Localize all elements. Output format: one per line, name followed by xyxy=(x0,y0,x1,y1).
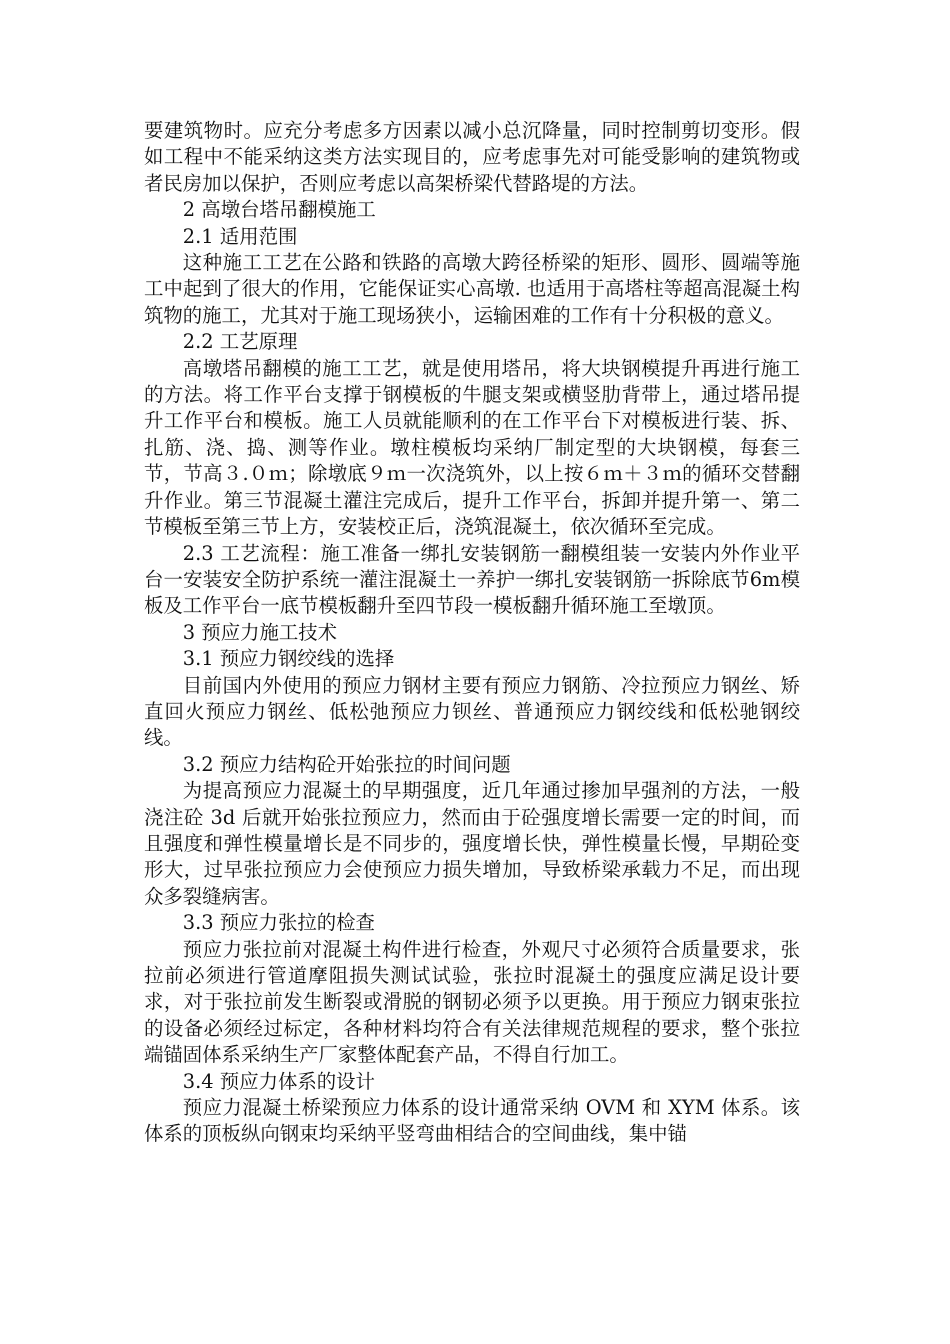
paragraph-steel-selection: 目前国内外使用的预应力钢材主要有预应力钢筋、冷拉预应力钢丝、矫直回火预应力钢丝、低松弛预应力钡丝、普通预应力钢绞线和低松驰钢绞线。 xyxy=(144,673,800,750)
paragraph-tension-timing: 为提高预应力混凝土的早期强度，近几年通过掺加早强剂的方法，一般浇注砼 3d 后就开始张拉预应力，然而由于砼强度增长需要一定的时间，而且强度和弹性模量增长是不同步的，强度增长快，弹性模量长慢，早期砼变形大，过早张拉预应力会使预应力损失增加，导致桥梁承载力不足，而出现众多裂缝病害。 xyxy=(144,779,800,908)
paragraph-continuation: 要建筑物时。应充分考虑多方因素以减小总沉降量，同时控制剪切变形。假如工程中不能采纳这类方法实现目的，应考虑事先对可能受影响的建筑物或者民房加以保护，否则应考虑以高架桥梁代替路堤的方法。 xyxy=(144,119,800,195)
paragraph-scope: 这种施工工艺在公路和铁路的高墩大跨径桥梁的矩形、圆形、圆端等施工中起到了很大的作用，它能保证实心高墩. 也适用于高塔柱等超高混凝土构筑物的施工，尤其对于施工现场狭小，运输困难的工作有十分积极的意义。 xyxy=(144,251,800,327)
heading-3-3: 3.3 预应力张拉的检查 xyxy=(182,911,375,935)
heading-2-1: 2.1 适用范围 xyxy=(182,224,298,248)
paragraph-principle: 高墩塔吊翻模的施工工艺，就是使用塔吊，将大块钢模提升再进行施工的方法。将工作平台支撑于钢模板的牛腿支架或横竖肋背带上，通过塔吊提升工作平台和模板。施工人员就能顺利的在工作平台下对模板进行装、拆、扎筋、浇、捣、测等作业。墩柱模板均采纳厂制定型的大块钢模，每套三节，节高３.０ｍ；除墩底９ｍ一次浇筑外，以上按６ｍ＋３ｍ的循环交替翻升作业。第三节混凝土灌注完成后，提升工作平台，拆卸并提升第一、第二节模板至第三节上方，安装校正后，浇筑混凝土，依次循环至完成。 xyxy=(144,356,800,539)
heading-3-4: 3.4 预应力体系的设计 xyxy=(182,1069,375,1093)
heading-section-2: 2 高墩台塔吊翻模施工 xyxy=(182,198,376,222)
heading-section-3: 3 预应力施工技术 xyxy=(182,620,338,644)
document-page xyxy=(144,118,800,1148)
paragraph-process-flow: 2.3 工艺流程：施工准备一绑扎安装钢筋一翻模组装一安装内外作业平台一安装安全防护系统一灌注混凝土一养护一绑扎安装钢筋一拆除底节6m模板及工作平台一底节模板翻升至四节段一模板翻升循环施工至墩顶。 xyxy=(144,541,800,618)
heading-3-2: 3.2 预应力结构砼开始张拉的时间问题 xyxy=(182,752,511,776)
paragraph-tension-inspection: 预应力张拉前对混凝土构件进行检查，外观尺寸必须符合质量要求，张拉前必须进行管道摩阻损失测试试验，张拉时混凝土的强度应满足设计要求，对于张拉前发生断裂或滑脱的钢韧必须予以更换。用于预应力钢束张拉的设备必须经过标定，各种材料均符合有关法律规范规程的要求，整个张拉端锚固体系采纳生产厂家整体配套产品，不得自行加工。 xyxy=(144,937,800,1067)
paragraph-system-design: 预应力混凝土桥梁预应力体系的设计通常采纳 OVM 和 XYM 体系。该体系的顶板纵向钢束均采纳平竖弯曲相结合的空间曲线，集中锚 xyxy=(144,1096,800,1146)
heading-3-1: 3.1 预应力钢绞线的选择 xyxy=(182,647,395,671)
heading-2-2: 2.2 工艺原理 xyxy=(182,330,298,354)
